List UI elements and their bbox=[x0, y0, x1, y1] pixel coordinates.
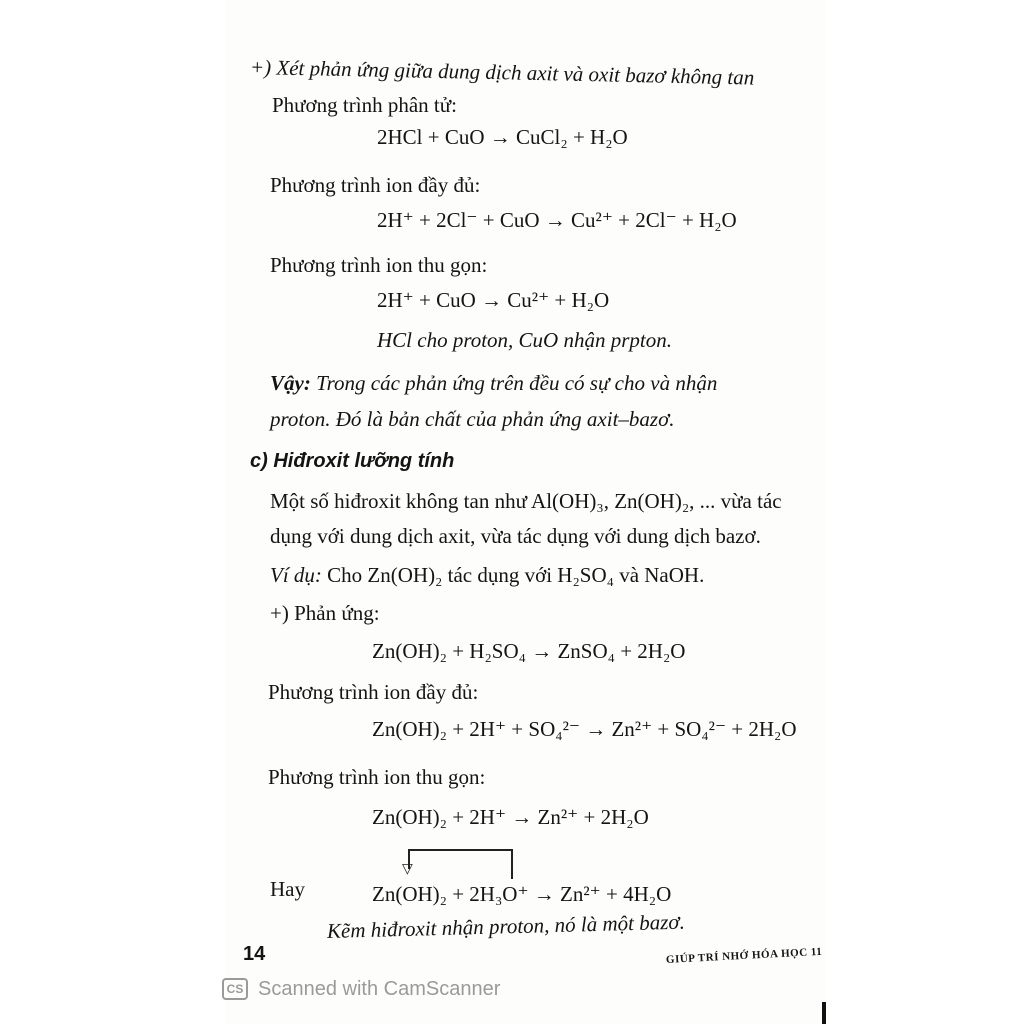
camscanner-logo-icon: CS bbox=[222, 978, 248, 1000]
proton-transfer-bracket bbox=[408, 849, 513, 879]
section-heading: c) Hiđroxit lưỡng tính bbox=[250, 450, 455, 472]
net-ionic-label-2: Phương trình ion thu gọn: bbox=[268, 765, 486, 789]
or-label: Hay bbox=[270, 877, 305, 901]
example-text: Cho Zn(OH)₂ tác dụng với H₂SO₄ và NaOH. bbox=[321, 563, 705, 587]
equation-1: 2HCl + CuO → CuCl₂ + H₂O bbox=[377, 125, 628, 149]
watermark-text: Scanned with CamScanner bbox=[258, 977, 501, 1000]
page-edge-mark bbox=[822, 1002, 826, 1024]
equation-4: Zn(OH)₂ + H₂SO₄ → ZnSO₄ + 2H₂O bbox=[372, 639, 686, 663]
net-ionic-label-1: Phương trình ion thu gọn: bbox=[270, 253, 488, 277]
conclusion-text-1: Trong các phản ứng trên đều có sự cho và nhận bbox=[310, 371, 718, 395]
example-line bbox=[270, 562, 704, 588]
conclusion-lead: Vậy: bbox=[270, 371, 311, 395]
conclusion-line-2: proton. Đó là bản chất của phản ứng axit–bazơ. bbox=[270, 407, 675, 431]
camscanner-watermark bbox=[222, 976, 500, 1002]
paragraph-line-2: dụng với dung dịch axit, vừa tác dụng với dung dịch bazơ. bbox=[270, 524, 761, 548]
full-ionic-label-2: Phương trình ion đầy đủ: bbox=[268, 680, 479, 704]
equation-7: Zn(OH)₂ + 2H₃O⁺ → Zn²⁺ + 4H₂O bbox=[372, 882, 672, 906]
molecular-equation-label: Phương trình phân tử: bbox=[272, 93, 457, 117]
paragraph-line-1: Một số hiđroxit không tan như Al(OH)₃, Zn(OH)₂, ... vừa tác bbox=[270, 489, 782, 513]
full-ionic-label-1: Phương trình ion đầy đủ: bbox=[270, 173, 481, 197]
page-number: 14 bbox=[243, 943, 266, 965]
final-note: Kẽm hiđroxit nhận proton, nó là một bazơ. bbox=[326, 909, 686, 943]
equation-6: Zn(OH)₂ + 2H⁺ → Zn²⁺ + 2H₂O bbox=[372, 805, 649, 829]
equation-2: 2H⁺ + 2Cl⁻ + CuO → Cu²⁺ + 2Cl⁻ + H₂O bbox=[377, 208, 737, 232]
example-lead: Ví dụ: bbox=[270, 563, 322, 587]
intro-line: +) Xét phản ứng giữa dung dịch axit và oxit bazơ không tan bbox=[249, 55, 755, 90]
conclusion-line-1 bbox=[270, 370, 717, 396]
down-arrow-icon: ▽ bbox=[402, 861, 413, 877]
running-footer-title: GIÚP TRÍ NHỚ HÓA HỌC 11 bbox=[665, 945, 823, 966]
equation-5: Zn(OH)₂ + 2H⁺ + SO₄²⁻ → Zn²⁺ + SO₄²⁻ + 2H₂O bbox=[372, 717, 797, 741]
proton-note: HCl cho proton, CuO nhận prpton. bbox=[377, 328, 672, 352]
reaction-label: +) Phản ứng: bbox=[270, 601, 380, 625]
equation-3: 2H⁺ + CuO → Cu²⁺ + H₂O bbox=[377, 288, 610, 312]
